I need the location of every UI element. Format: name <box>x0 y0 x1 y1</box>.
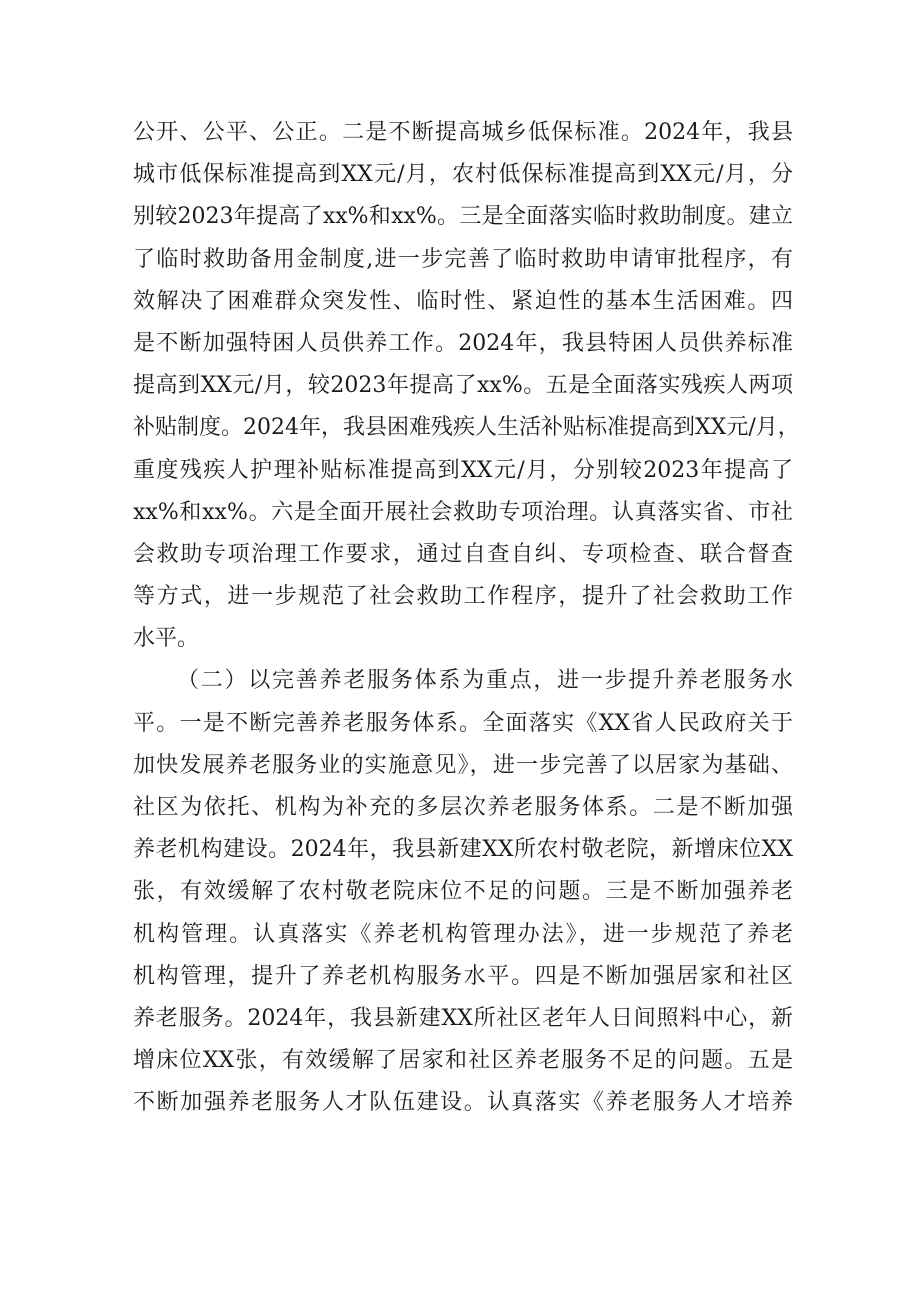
text-line: 是不断加强特困人员供养工作。2024年，我县特困人员供养标准 <box>133 330 793 356</box>
text-line: xx%和xx%。六是全面开展社会救助专项治理。认真落实省、市社 <box>133 499 793 525</box>
text-line: 社区为依托、机构为补充的多层次养老服务体系。二是不断加强 <box>133 795 793 820</box>
text-line: 补贴制度。2024年，我县困难残疾人生活补贴标准提高到XX元/月， <box>133 415 800 441</box>
text-line: 效解决了困难群众突发性、临时性、紧迫性的基本生活困难。四 <box>133 288 793 314</box>
text-line: 增床位XX张，有效缓解了居家和社区养老服务不足的问题。五是 <box>133 1048 793 1074</box>
text-line: 公开、公平、公正。二是不断提高城乡低保标准。2024年，我县 <box>133 120 793 145</box>
text-line: 养老服务。2024年，我县新建XX所社区老年人日间照料中心，新 <box>133 1005 793 1031</box>
text-line: 提高到XX元/月，较2023年提高了xx%。五是全面落实残疾人两项 <box>133 373 793 399</box>
text-line: 张，有效缓解了农村敬老院床位不足的问题。三是不断加强养老 <box>133 879 793 905</box>
document-body <box>133 112 800 1125</box>
section-heading-line: （二）以完善养老服务体系为重点，进一步提升养老服务水 <box>177 668 793 694</box>
text-line: 养老机构建设。2024年，我县新建XX所农村敬老院，新增床位XX <box>133 837 793 863</box>
text-line: 机构管理，提升了养老机构服务水平。四是不断加强居家和社区 <box>133 963 793 989</box>
text-line: 别较2023年提高了xx%和xx%。三是全面落实临时救助制度。建立 <box>133 204 793 230</box>
text-line: 等方式，进一步规范了社会救助工作程序，提升了社会救助工作 <box>133 584 793 610</box>
text-line: 水平。 <box>133 626 200 652</box>
text-line: 城市低保标准提高到XX元/月，农村低保标准提高到XX元/月，分 <box>133 162 793 188</box>
text-line: 重度残疾人护理补贴标准提高到XX元/月，分别较2023年提高了 <box>133 457 793 483</box>
text-line: 加快发展养老服务业的实施意见》，进一步完善了以居家为基础、 <box>133 752 793 778</box>
paragraph-elderly-care <box>133 660 793 1124</box>
text-line: 会救助专项治理工作要求，通过自查自纠、专项检查、联合督查 <box>133 541 793 567</box>
paragraph-social-assistance <box>133 112 800 660</box>
text-line: 了临时救助备用金制度,进一步完善了临时救助申请审批程序，有 <box>133 246 793 272</box>
text-line: 不断加强养老服务人才队伍建设。认真落实《养老服务人才培养 <box>133 1090 793 1116</box>
text-line: 机构管理。认真落实《养老机构管理办法》，进一步规范了养老 <box>133 921 793 947</box>
text-line: 平。一是不断完善养老服务体系。全面落实《XX省人民政府关于 <box>133 710 793 736</box>
